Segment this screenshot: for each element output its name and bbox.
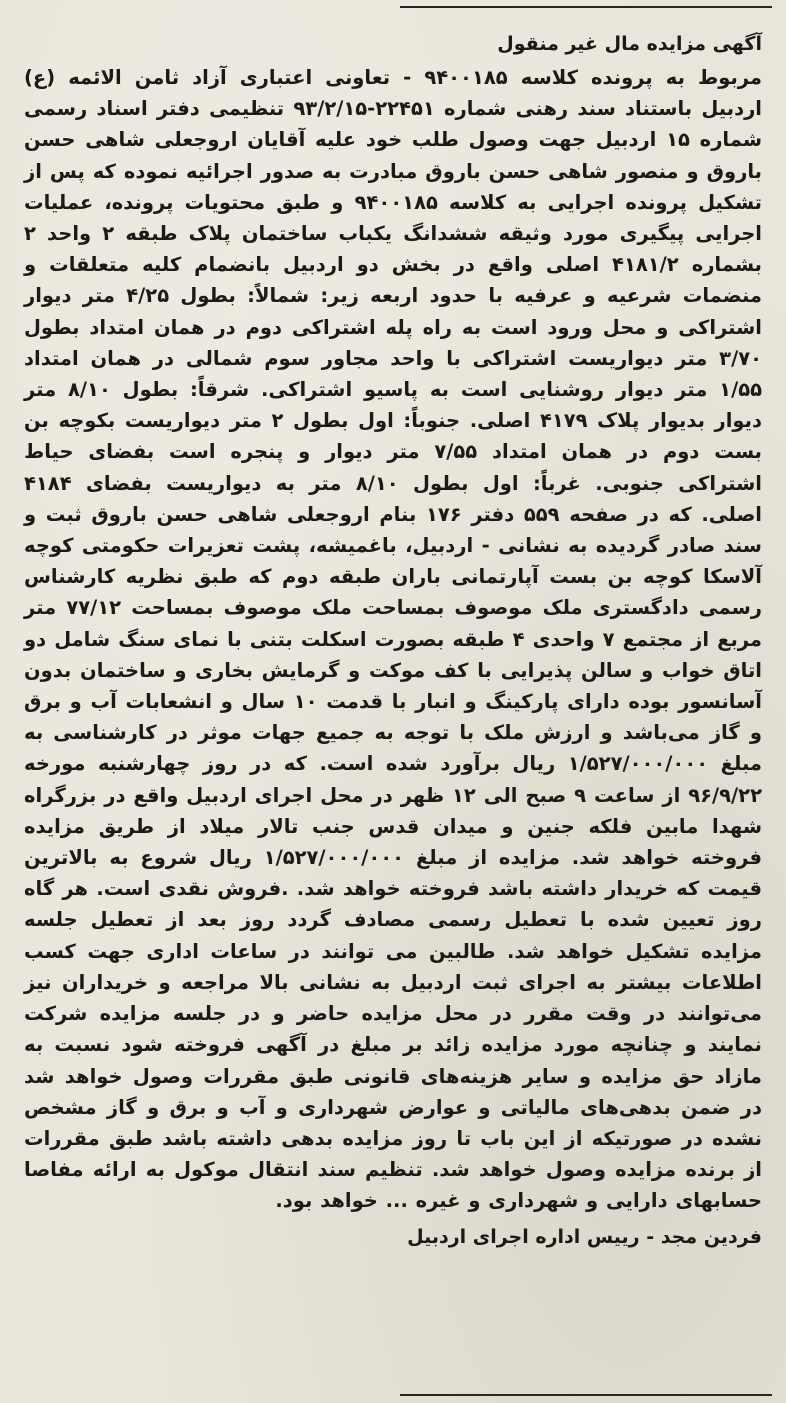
notice-body: مربوط به پرونده کلاسه ۹۴۰۰۱۸۵ - تعاونی اعتباری آزاد ثامن الائمه (ع) اردبیل باستناد سند رهنی شماره ۲۲۴۵۱-۹۳/۲/۱۵ تنظیمی دفتر اسناد رسمی شماره ۱۵ اردبیل جهت وصول طلب خود علیه آقایان اروجعلی شاهی حسن باروق و منصور شاهی حسن باروق مبادرت به صدور اجرائیه نموده که پس از تشکیل پرونده اجرایی به کلاسه ۹۴۰۰۱۸۵ و طبق محتویات پرونده، عملیات اجرایی پیگیری مورد وثیقه ششدانگ یکباب ساختمان پلاک طبقه ۲ واحد ۲ بشماره ۴۱۸۱/۲ اصلی واقع در بخش دو اردبیل بانضمام کلیه متعلقات و منضمات شرعیه و عرفیه با حدود اربعه زیر: شمالاً: بطول ۴/۲۵ متر دیوار اشتراکی و محل ورود است به راه پله اشتراکی دوم در همان امتداد بطول ۳/۷۰ متر دیواریست اشتراکی با واحد مجاور سوم شمالی در همان امتداد ۱/۵۵ متر دیوار روشنایی است به پاسیو اشتراکی. شرقاً: بطول ۸/۱۰ متر دیوار بدیوار پلاک ۴۱۷۹ اصلی. جنوباً: اول بطول ۲ متر دیواریست بکوچه بن بست دوم در همان امتداد ۷/۵۵ متر دیوار و پنجره است بفضای حیاط اشتراکی جنوبی. غرباً: اول بطول ۸/۱۰ متر به دیواریست بفضای ۴۱۸۴ اصلی. که در صفحه ۵۵۹ دفتر ۱۷۶ بنام اروجعلی شاهی حسن باروق ثبت و سند صادر گردیده به نشانی - اردبیل، باغمیشه، پشت تعزیرات حکومتی کوچه آلاسکا کوچه بن بست آپارتمانی باران طبقه دوم که طبق نظریه کارشناس رسمی دادگستری ملک موصوف بمساحت ملک موصوف بمساحت ۷۷/۱۲ متر مربع از مجتمع ۷ واحدی ۴ طبقه بصورت اسکلت بتنی با نمای سنگ شامل دو اتاق خواب و سالن پذیرایی با کف موکت و گرمایش بخاری و ساختمان بدون آسانسور بوده دارای پارکینگ و انبار با قدمت ۱۰ سال و انشعابات آب و برق و گاز می‌باشد و ارزش ملک با توجه به جمیع جهات موثر در کارشناسی به مبلغ ۱/۵۲۷/۰۰۰/۰۰۰ ریال برآورد شده است. که در روز چهارشنبه مورخه ۹۶/۹/۲۲ از ساعت ۹ صبح الی ۱۲ ظهر در محل اجرای اردبیل واقع در بزرگراه شهدا مابین فلکه جنین و میدان قدس جنب تالار میلاد از طریق مزایده فروخته خواهد شد. مزایده از مبلغ ۱/۵۲۷/۰۰۰/۰۰۰ ریال شروع به بالاترین قیمت که خریدار داشته باشد فروخته خواهد شد. .فروش نقدی است. هر گاه روز تعیین شده با تعطیل رسمی مصادف گردد روز بعد از تعطیل جلسه مزایده تشکیل خواهد شد. طالبین می توانند در ساعات اداری جهت کسب اطلاعات بیشتر به اجرای ثبت اردبیل به نشانی بالا مراجعه و خریداران نیز می‌توانند در وقت مقرر در محل مزایده حاضر و در جلسه مزایده شرکت نمایند و چنانچه مورد مزایده زائد بر مبلغ در آگهی فروخته شود نسبت به مازاد حق مزایده و سایر هزینه‌های قانونی طبق مقررات وصول خواهد شد در ضمن بدهی‌های مالیاتی و عوارض شهرداری و آب و برق و گاز مشخص نشده در صورتیکه از این باب تا روز مزایده بدهی داشته باشد طبق مقررات از برنده مزایده وصول خواهد شد. تنظیم سند انتقال موکول به ارائه مفاصا حسابهای دارایی و شهرداری و غیره ... خواهد بود.: [24, 66, 763, 1213]
notice-signature: فردین مجد - رییس اداره اجرای اردبیل: [407, 1225, 762, 1248]
top-rule: [400, 6, 772, 8]
bottom-rule: [400, 1394, 772, 1396]
notice-title: آگهی مزایده مال غیر منقول: [497, 33, 762, 55]
auction-notice: [24, 28, 762, 1253]
